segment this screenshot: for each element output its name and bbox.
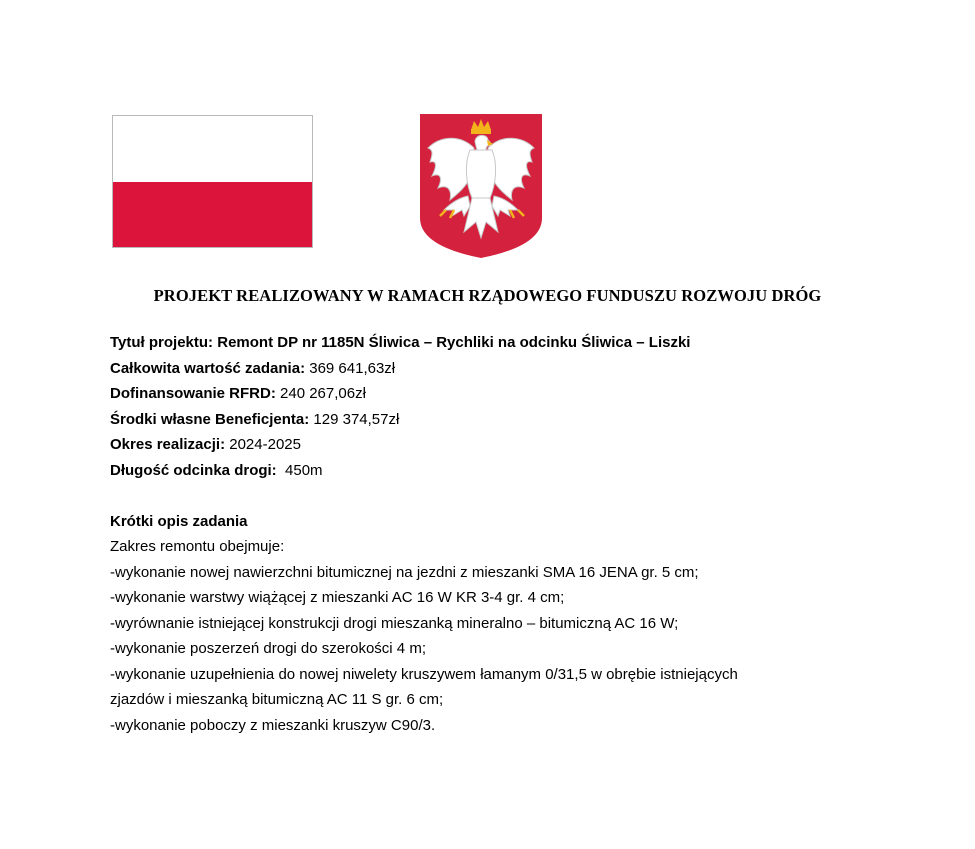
own-funds-line [110,407,930,433]
project-title-value: Remont DP nr 1185N Śliwica – Rychliki na odcinku Śliwica – Liszki [213,334,691,351]
rfrd-funding-label: Dofinansowanie RFRD: [110,385,276,402]
polish-white-eagle-emblem-icon [420,114,542,258]
scope-item: zjazdów i mieszanką bitumiczną AC 11 S gr. 6 cm; [110,691,444,708]
own-funds-amount: 129 374,57zł [309,410,400,428]
period-value: 2024-2025 [225,436,301,453]
flag-white-stripe [113,116,312,182]
project-title-line [110,330,930,356]
project-title-label: Tytuł projektu: [110,334,214,351]
rfrd-funding-line [110,381,930,407]
total-value-label: Całkowita wartość zadania: [110,359,306,377]
description-intro: Zakres remontu obejmuje: [110,538,285,555]
scope-item: -wyrównanie istniejącej konstrukcji drogi mieszanką mineralno – bitumiczną AC 16 W; [110,614,679,632]
flag-red-stripe [113,182,312,248]
road-length-line [110,458,930,484]
own-funds-label: Środki własne Beneficjenta: [110,410,310,428]
total-value-line [110,356,930,382]
road-length-value: 450m [276,461,323,479]
scope-item: -wykonanie uzupełnienia do nowej niwelety kruszywem łamanym 0/31,5 w obrębie istniejących [110,665,738,683]
total-value-amount: 369 641,63zł [305,359,396,377]
description-heading-line [110,509,930,535]
document-body [110,330,930,738]
polish-flag-icon [112,115,313,248]
road-length-label: Długość odcinka drogi: [110,461,277,479]
scope-item: -wykonanie poboczy z mieszanki kruszyw C90/3. [110,716,436,734]
spacer [110,483,930,509]
period-label: Okres realizacji: [110,436,226,453]
period-line [110,432,930,458]
scope-item: -wykonanie poszerzeń drogi do szerokości 4 m; [110,640,426,657]
scope-item: -wykonanie nowej nawierzchni bitumicznej na jezdni z mieszanki SMA 16 JENA gr. 5 cm; [110,563,699,581]
rfrd-funding-amount: 240 267,06zł [275,385,366,402]
page-heading: PROJEKT REALIZOWANY W RAMACH RZĄDOWEGO FUNDUSZU ROZWOJU DRÓG [153,286,822,305]
description-heading: Krótki opis zadania [110,512,248,530]
scope-item: -wykonanie warstwy wiążącej z mieszanki AC 16 W KR 3-4 gr. 4 cm; [110,589,565,606]
